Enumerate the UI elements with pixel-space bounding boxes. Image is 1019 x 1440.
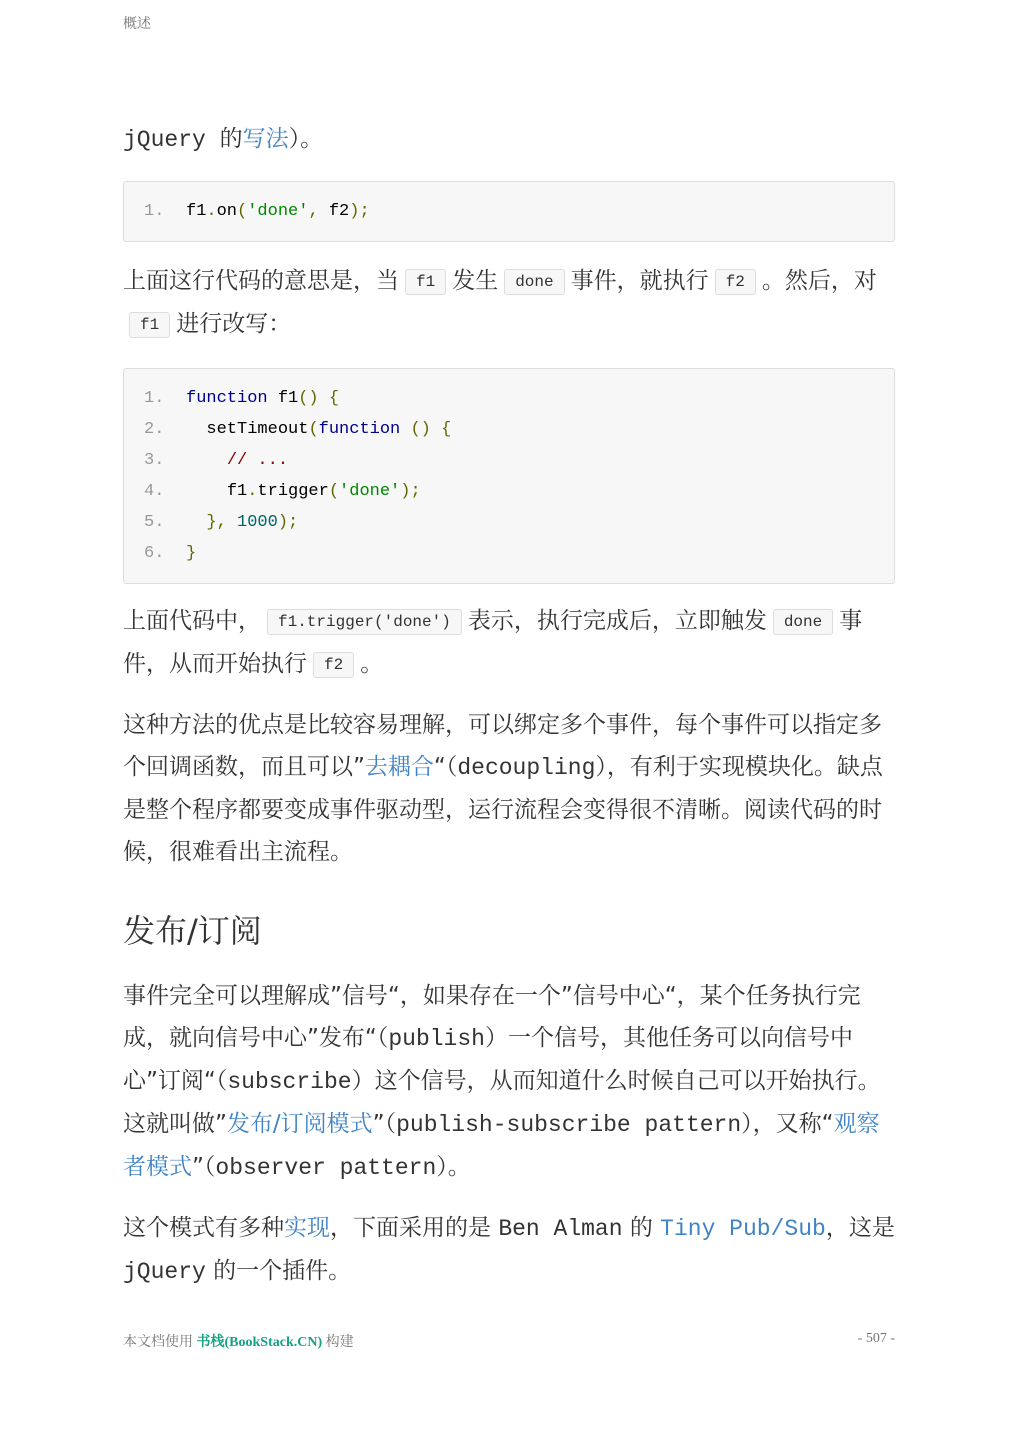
link-implementation[interactable]: 实现 xyxy=(284,1215,330,1241)
line-number: 5. xyxy=(144,513,165,532)
text: subscribe xyxy=(227,1069,352,1095)
code-token: f1 xyxy=(226,482,248,501)
paragraph-explain xyxy=(123,260,895,346)
line-number: 3. xyxy=(144,451,165,470)
text: ）。 xyxy=(288,126,324,152)
code-line xyxy=(144,538,874,569)
text: ），又称“ xyxy=(741,1111,834,1137)
text: ）。 xyxy=(436,1154,471,1180)
code-token: f1 xyxy=(267,389,299,408)
code-block-on xyxy=(123,181,895,242)
code-comment: // ... xyxy=(226,451,289,470)
paragraph-advantage xyxy=(123,704,895,873)
code-token: } xyxy=(186,544,197,563)
text: 这个模式有多种 xyxy=(123,1215,284,1241)
inline-code: f2 xyxy=(715,269,756,295)
link-jquery-writing[interactable]: 写法 xyxy=(242,126,289,152)
paragraph-trigger xyxy=(123,600,895,686)
code-token: on xyxy=(216,202,238,221)
text: decoupling xyxy=(457,755,596,781)
code-token: ( xyxy=(308,420,319,439)
text: 上面代码中， xyxy=(123,608,261,634)
code-line xyxy=(144,196,874,227)
footer-credit xyxy=(123,1331,354,1351)
code-indent xyxy=(186,513,206,532)
code-token: setTimeout xyxy=(206,420,309,439)
code-token: f1 xyxy=(186,202,207,221)
text: jQuery xyxy=(123,1259,206,1285)
text: ），有利于实现模块化。缺点是整个程序都要变成事件驱动型，运行流程会变得很不清晰。阅读代码的时候，很难看出主流程。 xyxy=(123,754,883,865)
code-line xyxy=(144,383,874,414)
text: observer pattern xyxy=(215,1155,437,1181)
code-indent xyxy=(186,420,206,439)
text: 上面这行代码的意思是，当 xyxy=(123,268,399,294)
text: jQuery 的 xyxy=(123,127,243,153)
code-token: ( xyxy=(237,202,248,221)
code-block-trigger xyxy=(123,368,895,584)
paragraph-pubsub xyxy=(123,975,895,1189)
text: “（ xyxy=(433,754,458,780)
text: 事件，就执行 xyxy=(570,268,709,294)
link-tiny-pubsub[interactable]: Tiny Pub/Sub xyxy=(660,1216,826,1242)
link-pubsub-pattern[interactable]: 发布/订阅模式 xyxy=(226,1111,373,1137)
inline-code: done xyxy=(773,609,833,635)
text: 事件完全可以理解成”信号“，如果存在一个”信号中心“，某个任务执行完成，就向信号中心”发布“（ xyxy=(123,983,861,1051)
code-token: function xyxy=(186,389,268,408)
code-indent xyxy=(186,451,227,470)
code-token: . xyxy=(206,202,217,221)
inline-code: f1 xyxy=(405,269,446,295)
text: publish-subscribe pattern xyxy=(396,1112,742,1138)
code-token: ); xyxy=(349,202,370,221)
code-token: ); xyxy=(400,482,421,501)
section-heading: 发布/订阅 xyxy=(123,912,262,950)
text: 。然后，对 xyxy=(761,268,877,294)
page-number: - 507 - xyxy=(857,1331,895,1346)
paragraph-jquery-style xyxy=(123,118,895,161)
code-token: . xyxy=(247,482,258,501)
text: ）一个信号，其他任务可以向信号中心”订阅“（ xyxy=(123,1025,853,1094)
page-content xyxy=(123,118,895,1293)
text: ，下面采用的是 xyxy=(330,1215,499,1241)
text: ，这是 xyxy=(825,1215,895,1241)
text: 这种方法的优点是比较容易理解，可以绑定多个事件，每个事件可以指定多个回调函数，而且可以” xyxy=(123,712,882,780)
code-token: , xyxy=(308,202,319,221)
code-line xyxy=(144,414,874,445)
inline-code: f2 xyxy=(313,652,354,678)
code-line xyxy=(144,476,874,507)
link-observer-pattern[interactable]: 观察者模式 xyxy=(123,1111,880,1180)
code-token: ( xyxy=(328,482,340,501)
text: ）这个信号，从而知道什么时候自己可以开始执行。这就叫做” xyxy=(123,1068,881,1137)
code-token: () { xyxy=(298,389,340,408)
code-token: function xyxy=(318,420,401,439)
code-token: }, xyxy=(206,513,238,532)
line-number: 1. xyxy=(144,389,165,408)
link-decoupling[interactable]: 去耦合 xyxy=(364,754,434,780)
code-token: f2 xyxy=(318,202,350,221)
text: 的 xyxy=(622,1215,661,1241)
text: Ben Alman xyxy=(498,1216,623,1242)
code-token: 'done' xyxy=(339,482,401,501)
code-indent xyxy=(186,482,227,501)
line-number: 1. xyxy=(144,202,165,221)
text: 构建 xyxy=(322,1335,354,1350)
code-token: trigger xyxy=(257,482,329,501)
paragraph-implementation xyxy=(123,1207,895,1293)
code-line xyxy=(144,507,874,538)
line-number: 4. xyxy=(144,482,165,501)
text: 事件，从而开始执行 xyxy=(123,608,863,677)
line-number: 2. xyxy=(144,420,165,439)
footer-brand-link[interactable]: 书栈(BookStack.CN) xyxy=(196,1335,323,1350)
code-token: 1000 xyxy=(237,513,278,532)
text: publish xyxy=(388,1026,485,1052)
code-token: () { xyxy=(400,420,452,439)
text: 。 xyxy=(360,651,384,677)
code-token: ); xyxy=(277,513,299,532)
code-token: 'done' xyxy=(247,202,309,221)
text: ”（ xyxy=(372,1111,397,1137)
inline-code: done xyxy=(504,269,564,295)
text: 的一个插件。 xyxy=(205,1258,352,1284)
text: 发生 xyxy=(452,268,499,294)
text: 进行改写： xyxy=(176,311,292,337)
text: ”（ xyxy=(192,1154,216,1180)
text: 本文档使用 xyxy=(123,1335,197,1350)
code-line xyxy=(144,445,874,476)
line-number: 6. xyxy=(144,544,165,563)
inline-code: f1.trigger('done') xyxy=(267,609,462,635)
inline-code: f1 xyxy=(129,312,170,338)
running-header: 概述 xyxy=(123,16,151,32)
text: 表示，执行完成后，立即触发 xyxy=(467,608,767,634)
